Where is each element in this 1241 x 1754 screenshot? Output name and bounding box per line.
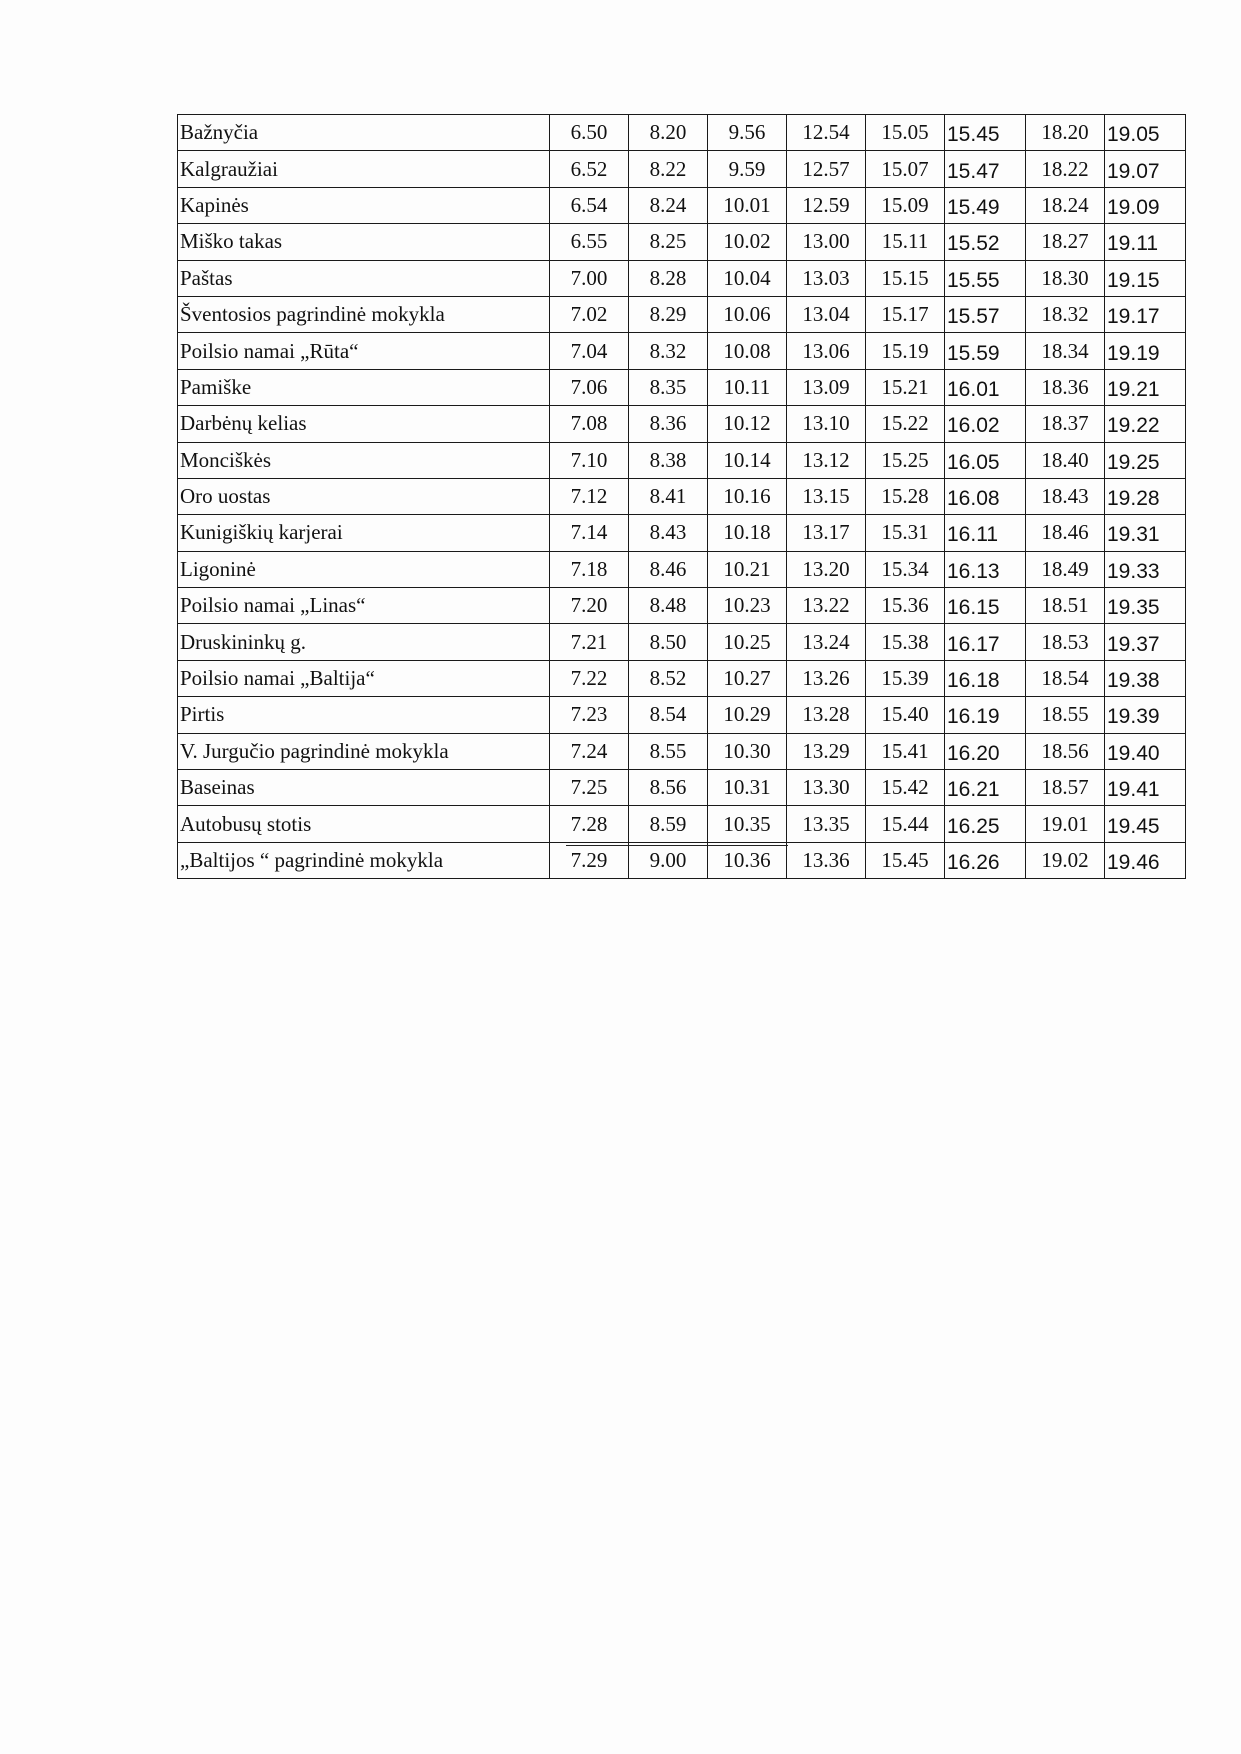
stop-name-cell: Bažnyčia bbox=[178, 115, 550, 151]
departure-time-cell: 13.35 bbox=[787, 806, 866, 842]
departure-time-cell: 19.33 bbox=[1105, 551, 1186, 587]
departure-time-cell: 18.22 bbox=[1026, 151, 1105, 187]
departure-time-cell: 18.46 bbox=[1026, 515, 1105, 551]
departure-time-cell: 15.31 bbox=[866, 515, 945, 551]
departure-time-cell: 18.20 bbox=[1026, 115, 1105, 151]
departure-time-cell: 7.20 bbox=[550, 588, 629, 624]
departure-time-cell: 13.30 bbox=[787, 770, 866, 806]
departure-time-cell: 8.52 bbox=[629, 660, 708, 696]
departure-time-cell: 15.34 bbox=[866, 551, 945, 587]
stop-name-cell: Kalgraužiai bbox=[178, 151, 550, 187]
departure-time-cell: 18.49 bbox=[1026, 551, 1105, 587]
departure-time-cell: 18.53 bbox=[1026, 624, 1105, 660]
table-row bbox=[178, 115, 1186, 151]
departure-time-cell: 13.09 bbox=[787, 369, 866, 405]
table-row bbox=[178, 588, 1186, 624]
departure-time-cell: 15.19 bbox=[866, 333, 945, 369]
departure-time-cell: 15.52 bbox=[945, 224, 1026, 260]
departure-time-cell: 15.59 bbox=[945, 333, 1026, 369]
departure-time-cell: 19.05 bbox=[1105, 115, 1186, 151]
departure-time-cell: 15.55 bbox=[945, 260, 1026, 296]
departure-time-cell: 8.41 bbox=[629, 478, 708, 514]
departure-time-cell: 13.04 bbox=[787, 296, 866, 332]
departure-time-cell: 7.18 bbox=[550, 551, 629, 587]
table-row bbox=[178, 333, 1186, 369]
departure-time-cell: 18.24 bbox=[1026, 187, 1105, 223]
departure-time-cell: 12.57 bbox=[787, 151, 866, 187]
departure-time-cell: 7.21 bbox=[550, 624, 629, 660]
departure-time-cell: 8.48 bbox=[629, 588, 708, 624]
departure-time-cell: 6.52 bbox=[550, 151, 629, 187]
bus-schedule-table bbox=[177, 114, 1186, 879]
departure-time-cell: 18.57 bbox=[1026, 770, 1105, 806]
departure-time-cell: 19.46 bbox=[1105, 842, 1186, 878]
departure-time-cell: 7.25 bbox=[550, 770, 629, 806]
departure-time-cell: 7.02 bbox=[550, 296, 629, 332]
departure-time-cell: 15.15 bbox=[866, 260, 945, 296]
departure-time-cell: 19.25 bbox=[1105, 442, 1186, 478]
departure-time-cell: 16.08 bbox=[945, 478, 1026, 514]
departure-time-cell: 18.54 bbox=[1026, 660, 1105, 696]
departure-time-cell: 18.32 bbox=[1026, 296, 1105, 332]
stop-name-cell: Pirtis bbox=[178, 697, 550, 733]
departure-time-cell: 6.55 bbox=[550, 224, 629, 260]
departure-time-cell: 7.24 bbox=[550, 733, 629, 769]
departure-time-cell: 16.01 bbox=[945, 369, 1026, 405]
departure-time-cell: 10.12 bbox=[708, 406, 787, 442]
departure-time-cell: 19.39 bbox=[1105, 697, 1186, 733]
departure-time-cell: 9.59 bbox=[708, 151, 787, 187]
departure-time-cell: 15.36 bbox=[866, 588, 945, 624]
departure-time-cell: 8.43 bbox=[629, 515, 708, 551]
table-row bbox=[178, 296, 1186, 332]
departure-time-cell: 19.11 bbox=[1105, 224, 1186, 260]
end-separator-line bbox=[566, 845, 788, 846]
departure-time-cell: 13.20 bbox=[787, 551, 866, 587]
departure-time-cell: 10.36 bbox=[708, 842, 787, 878]
departure-time-cell: 8.59 bbox=[629, 806, 708, 842]
departure-time-cell: 10.11 bbox=[708, 369, 787, 405]
stop-name-cell: Monciškės bbox=[178, 442, 550, 478]
departure-time-cell: 13.10 bbox=[787, 406, 866, 442]
departure-time-cell: 16.21 bbox=[945, 770, 1026, 806]
departure-time-cell: 19.41 bbox=[1105, 770, 1186, 806]
stop-name-cell: Oro uostas bbox=[178, 478, 550, 514]
departure-time-cell: 8.46 bbox=[629, 551, 708, 587]
departure-time-cell: 18.30 bbox=[1026, 260, 1105, 296]
departure-time-cell: 15.45 bbox=[945, 115, 1026, 151]
stop-name-cell: „Baltijos “ pagrindinė mokykla bbox=[178, 842, 550, 878]
departure-time-cell: 10.21 bbox=[708, 551, 787, 587]
departure-time-cell: 13.26 bbox=[787, 660, 866, 696]
departure-time-cell: 15.25 bbox=[866, 442, 945, 478]
departure-time-cell: 15.45 bbox=[866, 842, 945, 878]
departure-time-cell: 8.32 bbox=[629, 333, 708, 369]
table-row bbox=[178, 660, 1186, 696]
departure-time-cell: 8.56 bbox=[629, 770, 708, 806]
departure-time-cell: 15.40 bbox=[866, 697, 945, 733]
table-row bbox=[178, 224, 1186, 260]
departure-time-cell: 15.05 bbox=[866, 115, 945, 151]
departure-time-cell: 16.17 bbox=[945, 624, 1026, 660]
departure-time-cell: 19.22 bbox=[1105, 406, 1186, 442]
departure-time-cell: 7.23 bbox=[550, 697, 629, 733]
departure-time-cell: 7.14 bbox=[550, 515, 629, 551]
departure-time-cell: 18.36 bbox=[1026, 369, 1105, 405]
departure-time-cell: 10.08 bbox=[708, 333, 787, 369]
departure-time-cell: 7.00 bbox=[550, 260, 629, 296]
departure-time-cell: 19.07 bbox=[1105, 151, 1186, 187]
departure-time-cell: 15.47 bbox=[945, 151, 1026, 187]
departure-time-cell: 18.51 bbox=[1026, 588, 1105, 624]
departure-time-cell: 19.31 bbox=[1105, 515, 1186, 551]
table-row bbox=[178, 551, 1186, 587]
table-row bbox=[178, 770, 1186, 806]
departure-time-cell: 18.56 bbox=[1026, 733, 1105, 769]
departure-time-cell: 15.17 bbox=[866, 296, 945, 332]
departure-time-cell: 8.55 bbox=[629, 733, 708, 769]
departure-time-cell: 10.23 bbox=[708, 588, 787, 624]
departure-time-cell: 10.06 bbox=[708, 296, 787, 332]
departure-time-cell: 19.37 bbox=[1105, 624, 1186, 660]
table-row bbox=[178, 733, 1186, 769]
departure-time-cell: 8.29 bbox=[629, 296, 708, 332]
departure-time-cell: 10.29 bbox=[708, 697, 787, 733]
departure-time-cell: 10.25 bbox=[708, 624, 787, 660]
departure-time-cell: 7.22 bbox=[550, 660, 629, 696]
departure-time-cell: 18.27 bbox=[1026, 224, 1105, 260]
table-row bbox=[178, 406, 1186, 442]
departure-time-cell: 10.35 bbox=[708, 806, 787, 842]
departure-time-cell: 19.35 bbox=[1105, 588, 1186, 624]
departure-time-cell: 8.38 bbox=[629, 442, 708, 478]
stop-name-cell: V. Jurgučio pagrindinė mokykla bbox=[178, 733, 550, 769]
departure-time-cell: 13.36 bbox=[787, 842, 866, 878]
departure-time-cell: 8.22 bbox=[629, 151, 708, 187]
departure-time-cell: 15.07 bbox=[866, 151, 945, 187]
departure-time-cell: 13.29 bbox=[787, 733, 866, 769]
table-row bbox=[178, 697, 1186, 733]
departure-time-cell: 19.02 bbox=[1026, 842, 1105, 878]
departure-time-cell: 13.24 bbox=[787, 624, 866, 660]
departure-time-cell: 13.12 bbox=[787, 442, 866, 478]
departure-time-cell: 7.08 bbox=[550, 406, 629, 442]
stop-name-cell: Baseinas bbox=[178, 770, 550, 806]
departure-time-cell: 19.28 bbox=[1105, 478, 1186, 514]
departure-time-cell: 10.31 bbox=[708, 770, 787, 806]
departure-time-cell: 19.21 bbox=[1105, 369, 1186, 405]
departure-time-cell: 16.11 bbox=[945, 515, 1026, 551]
departure-time-cell: 7.28 bbox=[550, 806, 629, 842]
departure-time-cell: 8.36 bbox=[629, 406, 708, 442]
departure-time-cell: 9.56 bbox=[708, 115, 787, 151]
departure-time-cell: 18.40 bbox=[1026, 442, 1105, 478]
departure-time-cell: 13.22 bbox=[787, 588, 866, 624]
departure-time-cell: 8.54 bbox=[629, 697, 708, 733]
departure-time-cell: 19.01 bbox=[1026, 806, 1105, 842]
stop-name-cell: Ligoninė bbox=[178, 551, 550, 587]
stop-name-cell: Miško takas bbox=[178, 224, 550, 260]
departure-time-cell: 16.19 bbox=[945, 697, 1026, 733]
departure-time-cell: 16.20 bbox=[945, 733, 1026, 769]
stop-name-cell: Poilsio namai „Baltija“ bbox=[178, 660, 550, 696]
departure-time-cell: 8.20 bbox=[629, 115, 708, 151]
table-row bbox=[178, 151, 1186, 187]
table-row bbox=[178, 515, 1186, 551]
departure-time-cell: 15.09 bbox=[866, 187, 945, 223]
departure-time-cell: 7.04 bbox=[550, 333, 629, 369]
departure-time-cell: 6.54 bbox=[550, 187, 629, 223]
schedule-body bbox=[178, 115, 1186, 879]
departure-time-cell: 19.09 bbox=[1105, 187, 1186, 223]
stop-name-cell: Darbėnų kelias bbox=[178, 406, 550, 442]
table-row bbox=[178, 478, 1186, 514]
departure-time-cell: 15.49 bbox=[945, 187, 1026, 223]
departure-time-cell: 13.15 bbox=[787, 478, 866, 514]
departure-time-cell: 15.11 bbox=[866, 224, 945, 260]
table-row bbox=[178, 842, 1186, 878]
departure-time-cell: 13.06 bbox=[787, 333, 866, 369]
departure-time-cell: 13.17 bbox=[787, 515, 866, 551]
table-row bbox=[178, 187, 1186, 223]
stop-name-cell: Autobusų stotis bbox=[178, 806, 550, 842]
departure-time-cell: 9.00 bbox=[629, 842, 708, 878]
departure-time-cell: 16.26 bbox=[945, 842, 1026, 878]
departure-time-cell: 15.41 bbox=[866, 733, 945, 769]
departure-time-cell: 19.15 bbox=[1105, 260, 1186, 296]
departure-time-cell: 6.50 bbox=[550, 115, 629, 151]
departure-time-cell: 10.14 bbox=[708, 442, 787, 478]
stop-name-cell: Kunigiškių karjerai bbox=[178, 515, 550, 551]
departure-time-cell: 18.37 bbox=[1026, 406, 1105, 442]
departure-time-cell: 19.38 bbox=[1105, 660, 1186, 696]
stop-name-cell: Kapinės bbox=[178, 187, 550, 223]
departure-time-cell: 15.22 bbox=[866, 406, 945, 442]
departure-time-cell: 15.28 bbox=[866, 478, 945, 514]
departure-time-cell: 8.35 bbox=[629, 369, 708, 405]
table-row bbox=[178, 369, 1186, 405]
table-row bbox=[178, 260, 1186, 296]
stop-name-cell: Poilsio namai „Linas“ bbox=[178, 588, 550, 624]
departure-time-cell: 13.28 bbox=[787, 697, 866, 733]
departure-time-cell: 16.05 bbox=[945, 442, 1026, 478]
departure-time-cell: 15.44 bbox=[866, 806, 945, 842]
departure-time-cell: 18.55 bbox=[1026, 697, 1105, 733]
departure-time-cell: 19.17 bbox=[1105, 296, 1186, 332]
departure-time-cell: 15.42 bbox=[866, 770, 945, 806]
departure-time-cell: 16.02 bbox=[945, 406, 1026, 442]
departure-time-cell: 15.38 bbox=[866, 624, 945, 660]
departure-time-cell: 10.16 bbox=[708, 478, 787, 514]
stop-name-cell: Šventosios pagrindinė mokykla bbox=[178, 296, 550, 332]
departure-time-cell: 13.03 bbox=[787, 260, 866, 296]
departure-time-cell: 12.59 bbox=[787, 187, 866, 223]
departure-time-cell: 10.02 bbox=[708, 224, 787, 260]
departure-time-cell: 16.25 bbox=[945, 806, 1026, 842]
departure-time-cell: 15.57 bbox=[945, 296, 1026, 332]
departure-time-cell: 10.18 bbox=[708, 515, 787, 551]
departure-time-cell: 18.43 bbox=[1026, 478, 1105, 514]
departure-time-cell: 18.34 bbox=[1026, 333, 1105, 369]
departure-time-cell: 7.10 bbox=[550, 442, 629, 478]
departure-time-cell: 8.28 bbox=[629, 260, 708, 296]
table-row bbox=[178, 806, 1186, 842]
departure-time-cell: 19.45 bbox=[1105, 806, 1186, 842]
stop-name-cell: Paštas bbox=[178, 260, 550, 296]
departure-time-cell: 8.25 bbox=[629, 224, 708, 260]
departure-time-cell: 7.06 bbox=[550, 369, 629, 405]
departure-time-cell: 10.27 bbox=[708, 660, 787, 696]
departure-time-cell: 10.30 bbox=[708, 733, 787, 769]
departure-time-cell: 15.39 bbox=[866, 660, 945, 696]
departure-time-cell: 8.50 bbox=[629, 624, 708, 660]
departure-time-cell: 16.15 bbox=[945, 588, 1026, 624]
departure-time-cell: 7.12 bbox=[550, 478, 629, 514]
departure-time-cell: 13.00 bbox=[787, 224, 866, 260]
table-row bbox=[178, 624, 1186, 660]
table-row bbox=[178, 442, 1186, 478]
departure-time-cell: 16.18 bbox=[945, 660, 1026, 696]
departure-time-cell: 19.19 bbox=[1105, 333, 1186, 369]
departure-time-cell: 10.04 bbox=[708, 260, 787, 296]
departure-time-cell: 19.40 bbox=[1105, 733, 1186, 769]
departure-time-cell: 15.21 bbox=[866, 369, 945, 405]
departure-time-cell: 7.29 bbox=[550, 842, 629, 878]
departure-time-cell: 10.01 bbox=[708, 187, 787, 223]
stop-name-cell: Druskininkų g. bbox=[178, 624, 550, 660]
stop-name-cell: Poilsio namai „Rūta“ bbox=[178, 333, 550, 369]
departure-time-cell: 16.13 bbox=[945, 551, 1026, 587]
stop-name-cell: Pamiške bbox=[178, 369, 550, 405]
departure-time-cell: 12.54 bbox=[787, 115, 866, 151]
departure-time-cell: 8.24 bbox=[629, 187, 708, 223]
